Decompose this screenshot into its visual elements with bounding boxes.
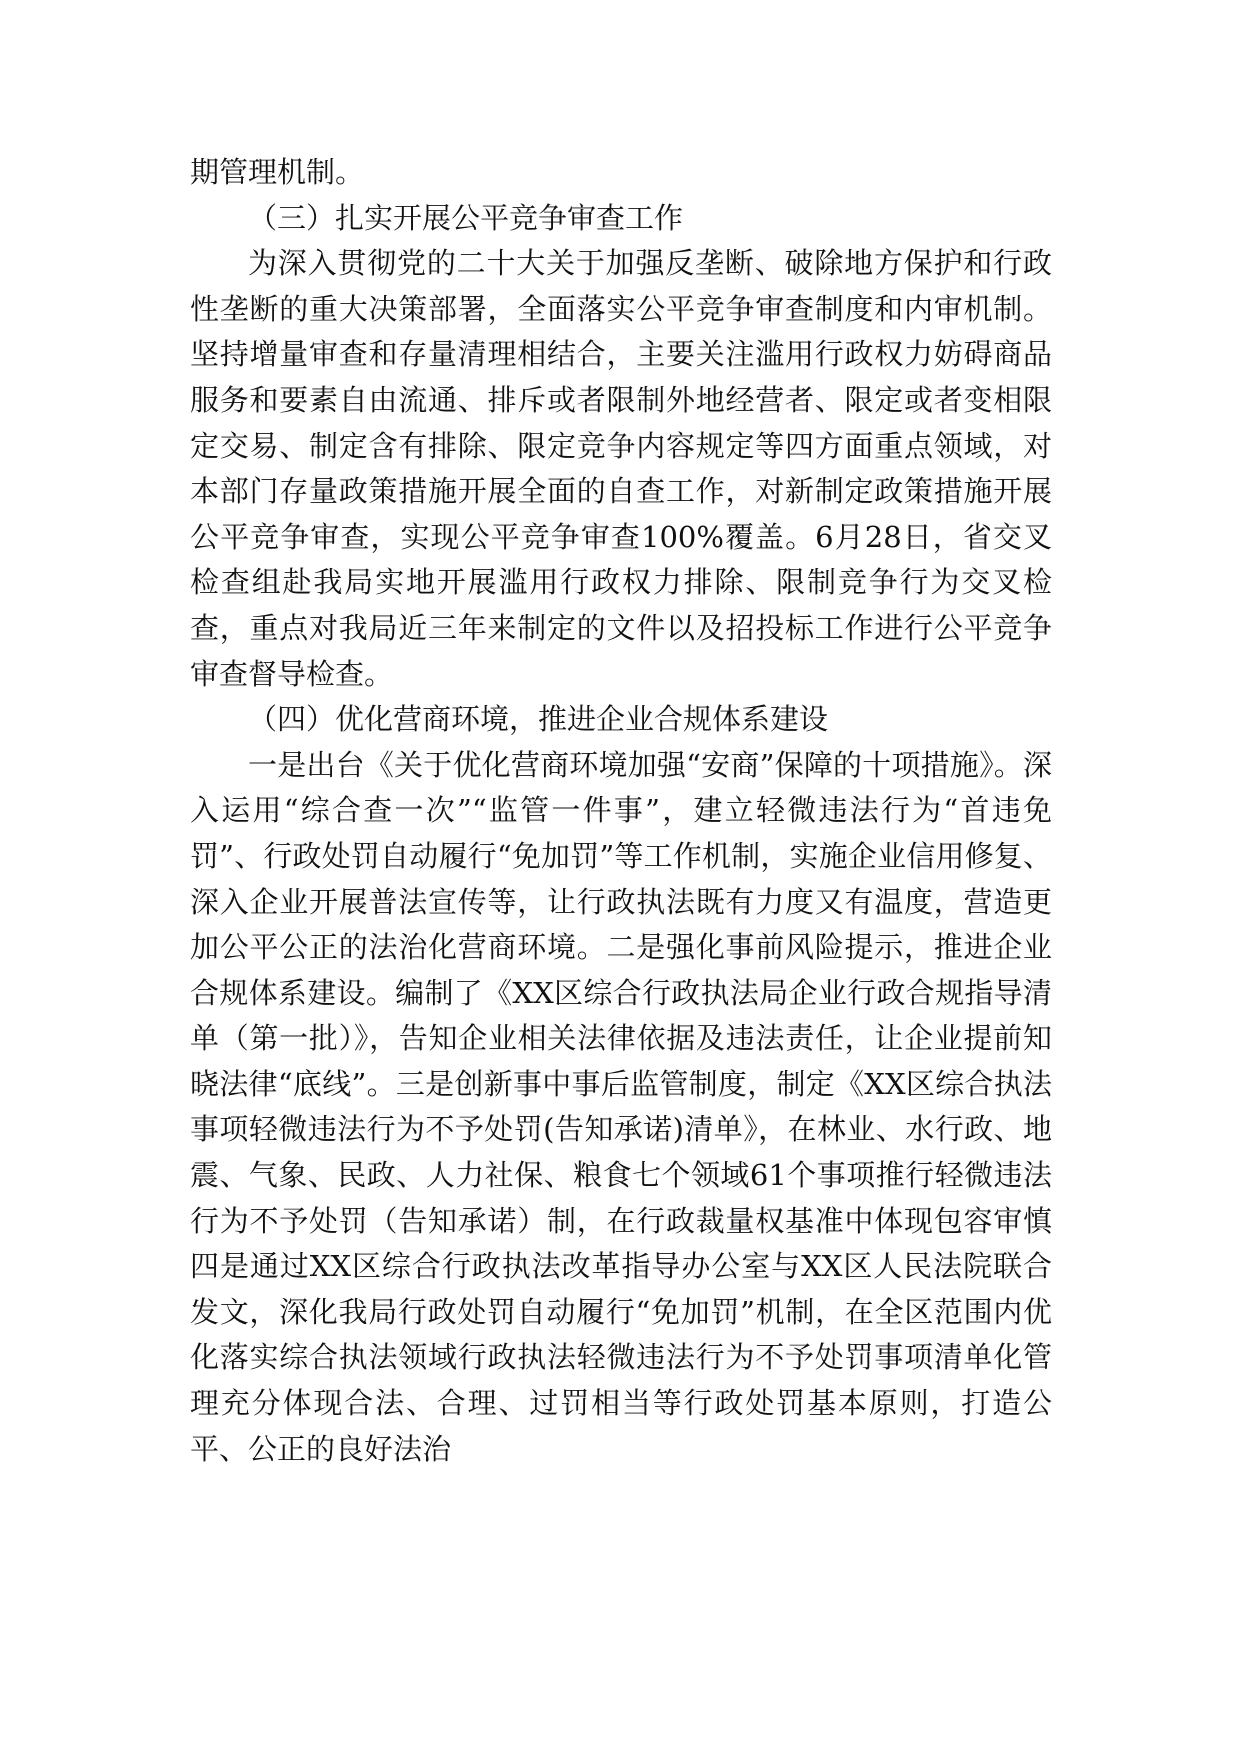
paragraph-continuation: 期管理机制。 [190,155,365,189]
section-heading-4: （四）优化营商环境，推进企业合规体系建设 [248,702,829,737]
paragraph-business-environment: 一是出台《关于优化营商环境加强“安商”保障的十项措施》。深入运用“综合查一次”“监管一件事”，建立轻微违法行为“首违免罚”、行政处罚自动履行“免加罚”等工作机制，实施企业信用修复、深入企业开展普法宣传等，让行政执法既有力度又有温度，营造更加公平公正的法治化营商环境。二是强化事前风险提示，推进企业合规体系建设。编制了《XX区综合行政执法局企业行政合规指导清单（第一批）》，告知企业相关法律依据及违法责任，让企业提前知晓法律“底线”。三是创新事中事后监管制度，制定《XX区综合执法事项轻微违法行为不予处罚(告知承诺)清单》，在林业、水行政、地震、气象、民政、人力社保、粮食七个领域61个事项推行轻微违法行为不予处罚（告知承诺）制，在行政裁量权基准中体现包容审慎四是通过XX区综合行政执法改革指导办公室与XX区人民法院联合发文，深化我局行政处罚自动履行“免加罚”机制，在全区范围内优化落实综合执法领域行政执法轻微违法行为不予处罚事项清单化管理充分体现合法、合理、过罚相当等行政处罚基本原则，打造公平、公正的良好法治 [190,747,1052,1466]
section-heading-3: （三）扎实开展公平竞争审查工作 [248,200,684,235]
document-page [190,150,1052,1472]
paragraph-fair-competition: 为深入贯彻党的二十大关于加强反垄断、破除地方保护和行政性垄断的重大决策部署，全面落实公平竞争审查制度和内审机制。坚持增量审查和存量清理相结合，主要关注滥用行政权力妨碍商品服务和要素自由流通、排斥或者限制外地经营者、限定或者变相限定交易、制定含有排除、限定竞争内容规定等四方面重点领域，对本部门存量政策措施开展全面的自查工作，对新制定政策措施开展公平竞争审查，实现公平竞争审查100%覆盖。6月28日，省交叉检查组赴我局实地开展滥用行政权力排除、限制竞争行为交叉检查，重点对我局近三年来制定的文件以及招投标工作进行公平竞争审查督导检查。 [190,246,1052,691]
